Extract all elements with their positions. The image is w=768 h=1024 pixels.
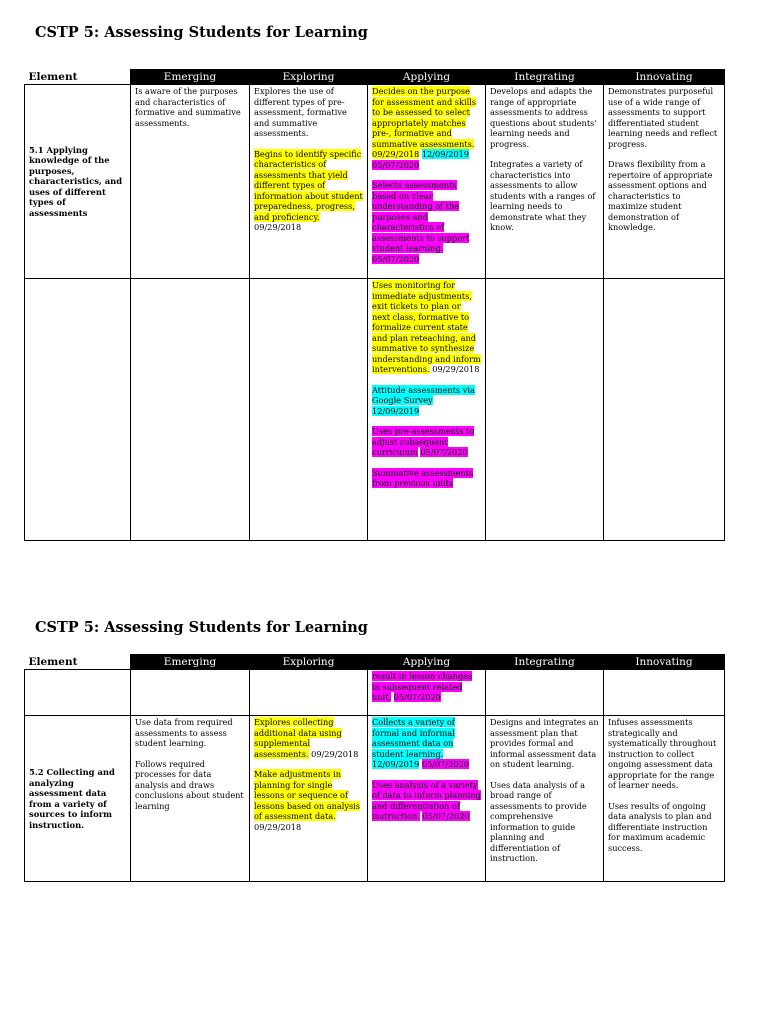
- table-row-5-1-continued: [25, 279, 725, 541]
- cell-innovating: Infuses assessments strategically and systematically throughout instruction to collect ongoing assessment data appropriate for the range of learner needs. Uses results of ongoing data analysis to plan and differentiate instruction for maximum academic success.: [604, 716, 725, 882]
- rubric-table-5-1: [24, 69, 725, 541]
- page-title-cstp5-section2: CSTP 5: Assessing Students for Learning: [35, 619, 368, 636]
- cell-exploring-empty: [250, 279, 368, 541]
- cell-exploring: Explores the use of different types of pre-assessment, formative and summative assessments. Begins to identify specific characteristics of assessments that yield different types of information about student preparedness, progress, and proficiency. 09/29/2018: [250, 85, 368, 279]
- cell-emerging-empty: [131, 670, 250, 716]
- cell-exploring-empty: [250, 670, 368, 716]
- header-element: Element: [25, 70, 131, 85]
- rubric-table-5-2: [24, 654, 725, 882]
- cell-applying: [368, 716, 486, 882]
- highlight-magenta: 05/07/2020: [372, 159, 420, 170]
- cell-applying: Uses monitoring for immediate adjustments, exit tickets to plan or next class, formative to formalize current state and plan reteaching, and summative to synthesize understanding and inform interventions. 09/29/2018 Attitude assessments via Google Survey 12/09/2019 Uses pre-assessments to adjust subsequent curriculum 05/07/2020 Summative assessments from previous units: [368, 279, 486, 541]
- highlight-magenta: 05/07/2020: [421, 759, 470, 769]
- cell-integrating-empty: [486, 279, 604, 541]
- element-cell-empty: [25, 670, 131, 716]
- highlight-yellow: Begins to identify specific characteristics of assessments that yield different types of information about student preparedness, progress, and proficiency.: [254, 148, 363, 222]
- highlight-yellow: 09/29/2018: [372, 149, 420, 159]
- highlight-magenta: result in lesson changes in subsequent related unit.: [372, 671, 473, 702]
- highlight-magenta: Selects assessments based on clear understanding of the purposes and characteristics of assessments to support student learning.: [372, 180, 470, 253]
- highlight-yellow: Explores collecting additional data using supplemental assessments.: [254, 717, 342, 759]
- header-applying: Applying: [368, 70, 486, 85]
- page-title-cstp5-section1: CSTP 5: Assessing Students for Learning: [35, 24, 368, 41]
- header-integrating: Integrating: [486, 70, 604, 85]
- cell-innovating-empty: [604, 670, 725, 716]
- header-emerging: Emerging: [131, 70, 250, 85]
- highlight-magenta: Uses pre-assessments to adjust subsequent curriculum: [372, 426, 475, 457]
- cell-applying: [368, 85, 486, 279]
- cell-integrating-empty: [486, 670, 604, 716]
- header-element: Element: [25, 655, 131, 670]
- header-exploring: Exploring: [250, 655, 368, 670]
- highlight-cyan: 12/09/2019: [421, 149, 470, 159]
- cell-exploring: Explores collecting additional data using supplemental assessments. 09/29/2018 Make adjustments in planning for single lessons or sequence of lessons based on analysis of assessment data. 09/29/2018: [250, 716, 368, 882]
- header-row: [25, 655, 725, 670]
- highlight-magenta: 05/07/2020: [372, 253, 420, 264]
- highlight-cyan: Collects a variety of formal and informal assessment data on student learning.: [372, 717, 455, 759]
- cell-innovating-empty: [604, 279, 725, 541]
- cell-emerging: Is aware of the purposes and characteristics of formative and summative assessments.: [131, 85, 250, 279]
- header-innovating: Innovating: [604, 655, 725, 670]
- highlight-yellow: Uses monitoring for immediate adjustments, exit tickets to plan or next class, formative to formalize current state and plan reteaching, and summative to synthesize understanding and inform interventions.: [372, 280, 481, 374]
- cell-integrating: Develops and adapts the range of appropriate assessments to address questions about students' learning needs and progress. Integrates a variety of characteristics into assessments to allow students with a ranges of learning needs to demonstrate what they know.: [486, 85, 604, 279]
- element-cell-empty: [25, 279, 131, 541]
- cell-emerging: Use data from required assessments to assess student learning. Follows required processes for data analysis and draws conclusions about student learning: [131, 716, 250, 882]
- header-integrating: Integrating: [486, 655, 604, 670]
- highlight-magenta: 05/07/2020: [422, 811, 470, 821]
- highlight-yellow: Make adjustments in planning for single lessons or sequence of lessons based on analysis of assessment data.: [254, 769, 360, 821]
- highlight-cyan: 12/09/2019: [372, 759, 420, 769]
- element-cell-5-1: 5.1 Applying knowledge of the purposes, characteristics, and uses of different types of assessments: [25, 85, 131, 279]
- header-applying: Applying: [368, 655, 486, 670]
- table-row-continued: [25, 670, 725, 716]
- header-exploring: Exploring: [250, 70, 368, 85]
- highlight-magenta: Summative assessments from previous units: [372, 467, 474, 488]
- cell-applying: [368, 670, 486, 716]
- highlight-cyan: 12/09/2019: [372, 405, 420, 416]
- highlight-cyan: Attitude assessments via Google Survey: [372, 384, 475, 405]
- header-row: [25, 70, 725, 85]
- highlight-magenta: Uses analysis of a variety of data to inform planning and differentiation of instruction.: [372, 779, 481, 821]
- table-row-5-2: [25, 716, 725, 882]
- cell-innovating: Demonstrates purposeful use of a wide range of assessments to support differentiated student learning needs and reflect progress. Draws flexibility from a repertoire of appropriate assessment options and characteristics to maximize student demonstration of knowledge.: [604, 85, 725, 279]
- element-cell-5-2: 5.2 Collecting and analyzing assessment data from a variety of sources to inform instruction.: [25, 716, 131, 882]
- highlight-magenta: 05/07/2020: [420, 447, 468, 457]
- highlight-magenta: 05/07/2020: [393, 692, 441, 702]
- table-row-5-1: [25, 85, 725, 279]
- header-innovating: Innovating: [604, 70, 725, 85]
- cell-emerging-empty: [131, 279, 250, 541]
- cell-integrating: Designs and integrates an assessment plan that provides formal and informal assessment data on student learning. Uses data analysis of a broad range of assessments to provide comprehensive information to guide planning and differentiation of instruction.: [486, 716, 604, 882]
- header-emerging: Emerging: [131, 655, 250, 670]
- highlight-yellow: Decides on the purpose for assessment and skills to be assessed to select appropriately matches pre-, formative and summative assessments.: [372, 86, 477, 149]
